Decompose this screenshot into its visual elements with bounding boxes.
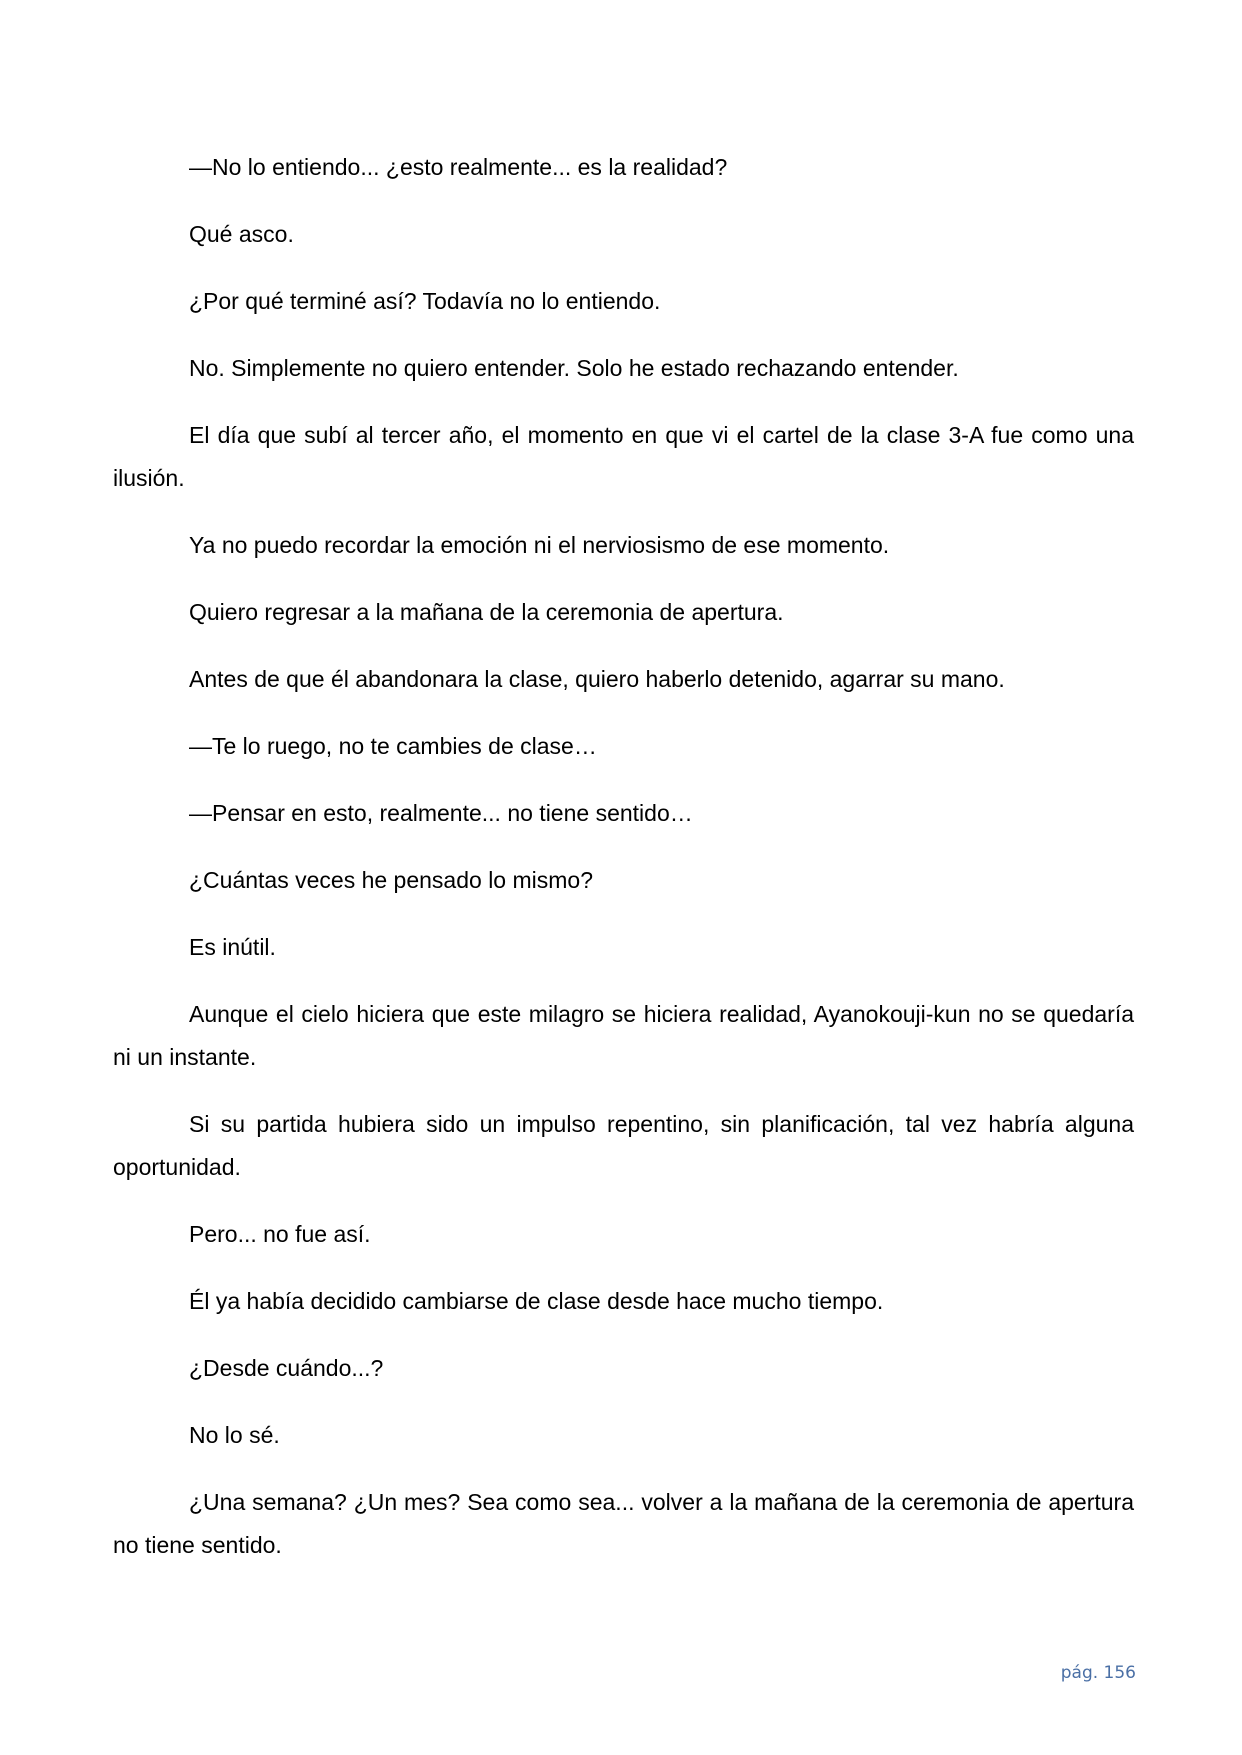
paragraph: Quiero regresar a la mañana de la ceremonia de apertura. [189, 599, 784, 625]
paragraph: Si su partida hubiera sido un impulso repentino, sin planificación, tal vez habría alguna oportunidad. [113, 1111, 1134, 1180]
paragraph: Pero... no fue así. [189, 1221, 371, 1247]
paragraph: Antes de que él abandonara la clase, quiero haberlo detenido, agarrar su mano. [189, 666, 1005, 692]
paragraph: Es inútil. [189, 934, 276, 960]
paragraph: —Pensar en esto, realmente... no tiene sentido… [189, 800, 693, 826]
paragraph: ¿Una semana? ¿Un mes? Sea como sea... volver a la mañana de la ceremonia de apertura no tiene sentido. [113, 1489, 1134, 1558]
paragraph: ¿Desde cuándo...? [189, 1355, 384, 1381]
paragraph: Él ya había decidido cambiarse de clase desde hace mucho tiempo. [189, 1288, 884, 1314]
paragraph: No lo sé. [189, 1422, 280, 1448]
paragraph: Ya no puedo recordar la emoción ni el nerviosismo de ese momento. [189, 532, 890, 558]
paragraph: ¿Cuántas veces he pensado lo mismo? [189, 867, 593, 893]
paragraph: Aunque el cielo hiciera que este milagro se hiciera realidad, Ayanokouji-kun no se quedaría ni un instante. [113, 1001, 1134, 1070]
paragraph: Qué asco. [189, 221, 294, 247]
body-text [113, 146, 1134, 1591]
paragraph: No. Simplemente no quiero entender. Solo he estado rechazando entender. [189, 355, 959, 381]
page-number: pág. 156 [1060, 1663, 1136, 1683]
paragraph: —No lo entiendo... ¿esto realmente... es la realidad? [189, 154, 728, 180]
paragraph: El día que subí al tercer año, el momento en que vi el cartel de la clase 3-A fue como una ilusión. [113, 422, 1134, 491]
paragraph: ¿Por qué terminé así? Todavía no lo entiendo. [189, 288, 661, 314]
paragraph: —Te lo ruego, no te cambies de clase… [189, 733, 597, 759]
